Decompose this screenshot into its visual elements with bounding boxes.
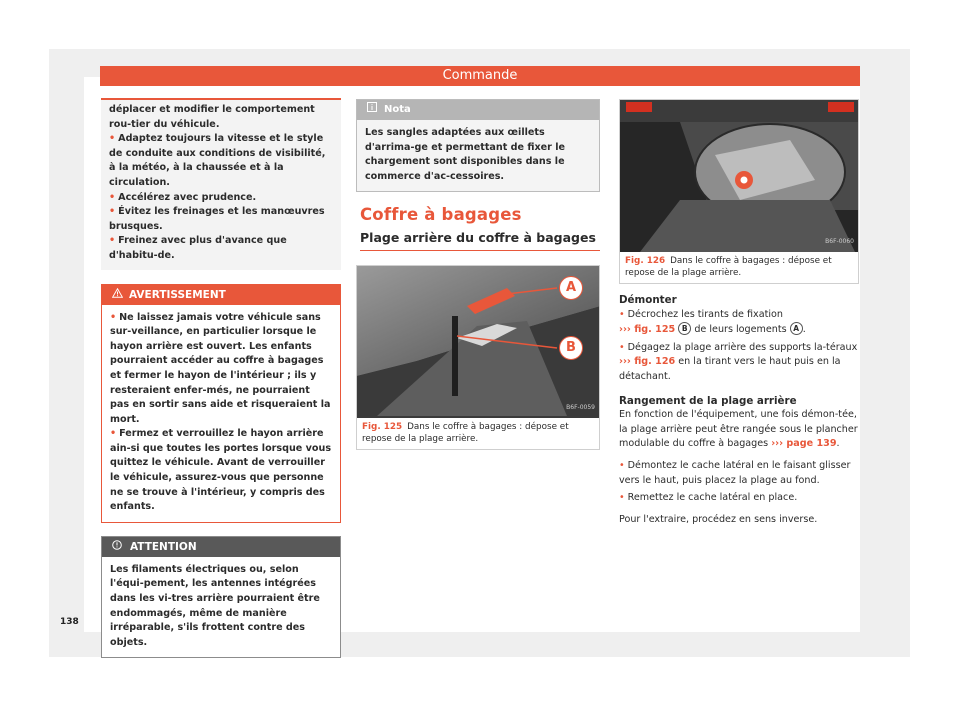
intro-box <box>101 98 341 270</box>
step-1: • Décrochez les tirants de fixation ››› fig. 125 B de leurs logements A . <box>619 308 806 336</box>
warning-item: • Ne laissez jamais votre véhicule sans sur-veillance, en particulier lorsque le hayon arrière est ouvert. Les enfants pourraient accéder au coffre à bagages et fermer le hayon de l'intérieur ; ils y resteraient enfer-més, ne pourraient pas en sortir sans aide et risqueraient la mort. <box>110 311 331 425</box>
intro-line-1: • Adaptez toujours la vitesse et le style de conduite aux conditions de visibilité, à la météo, à la chaussée et à la circulation. <box>109 133 326 188</box>
instructions <box>619 293 859 527</box>
warning-triangle-icon <box>112 285 123 305</box>
bullet-icon: • <box>109 235 116 247</box>
bullet-icon: • <box>110 428 117 440</box>
figure-125-caption: Fig. 125 Dans le coffre à bagages : dépose et repose de la plage arrière. <box>362 421 569 444</box>
bullet-icon: • <box>109 133 116 145</box>
closing-text: Pour l'extraire, procédez en sens inverse. <box>619 513 818 525</box>
figure-126 <box>619 99 859 284</box>
column-left <box>101 98 341 658</box>
column-middle <box>356 99 600 450</box>
warning-item: • Fermez et verrouillez le hayon arrière ain-si que toutes les portes lorsque vous quittez le véhicule. Avant de verrouiller le véhicule, assurez-vous que personne ne se trouve à l'intérieur, y compris des enfants. <box>110 428 332 513</box>
figure-126-image <box>620 100 858 252</box>
callout-b: B <box>559 336 583 360</box>
figure-126-caption: Fig. 126 Dans le coffre à bagages : dépose et repose de la plage arrière. <box>625 256 832 278</box>
section-title: Coffre à bagages <box>360 205 522 225</box>
bullet-icon: • <box>109 191 116 203</box>
subsection-title: Plage arrière du coffre à bagages <box>360 231 600 251</box>
attention-body: Les filaments électriques ou, selon l'équi-pement, les antennes intégrées dans les vi-tres arrière pourraient être endommagés, même de manière irréparable, s'ils frottent contre des objets. <box>110 563 320 648</box>
page-number: 138 <box>60 617 79 627</box>
figure-125 <box>356 265 600 450</box>
intro-line-2: • Accélérez avec prudence. <box>109 191 257 203</box>
bullet-icon: • <box>619 492 625 504</box>
attention-header: ATTENTION <box>102 537 340 557</box>
page-header: Commande <box>100 66 860 86</box>
info-icon <box>367 100 377 120</box>
intro-line-0: déplacer et modifier le comportement rou-tier du véhicule. <box>109 104 315 130</box>
rangement-text: En fonction de l'équipement, une fois démon-tée, la plage arrière peut être rangée sous le plancher modulable du coffre à bagages ››› page 139. <box>619 409 858 450</box>
trunk-photo-illustration <box>620 100 858 252</box>
figure-125-image <box>357 266 599 418</box>
warning-body <box>102 305 340 522</box>
figure-code: B6F-0059 <box>566 403 595 411</box>
warning-header: AVERTISSEMENT <box>102 285 340 305</box>
step-2: • Dégagez la plage arrière des supports la-téraux ››› fig. 126 en la tirant vers le haut puis en la détachant. <box>619 341 858 382</box>
intro-line-4: • Freinez avec plus d'avance que d'habitu-de. <box>109 235 287 261</box>
fig-125-link[interactable]: ››› fig. 125 <box>619 324 676 336</box>
rangement-title: Rangement de la plage arrière <box>619 394 797 407</box>
bullet-icon: • <box>109 206 116 218</box>
bullet-icon: • <box>110 311 117 323</box>
callout-a-ref: A <box>790 322 803 335</box>
page-139-link[interactable]: ››› page 139 <box>771 438 837 450</box>
bullet-icon: • <box>619 341 625 353</box>
warning-box <box>101 284 341 523</box>
note-header: Nota <box>357 100 599 120</box>
bullet-icon: • <box>619 308 625 320</box>
fig-126-link[interactable]: ››› fig. 126 <box>619 356 676 368</box>
note-box <box>356 99 600 192</box>
column-right <box>619 99 859 527</box>
attention-box <box>101 536 341 659</box>
demonter-title: Démonter <box>619 294 677 306</box>
bullet-icon: • <box>619 459 625 471</box>
intro-line-3: • Évitez les freinages et les manœuvres brusques. <box>109 206 325 232</box>
step-4: • Remettez le cache latéral en place. <box>619 492 798 504</box>
callout-a: A <box>559 276 583 300</box>
callout-b-ref: B <box>678 322 691 335</box>
step-3: • Démontez le cache latéral en le faisant glisser vers le haut, puis placez la plage au fond. <box>619 459 851 486</box>
figure-code: B6F-0060 <box>825 238 854 246</box>
exclamation-circle-icon <box>112 537 122 557</box>
note-body: Les sangles adaptées aux œillets d'arrima-ge et permettant de fixer le chargement sont disponibles dans le commerce d'ac-cessoires. <box>365 127 566 182</box>
